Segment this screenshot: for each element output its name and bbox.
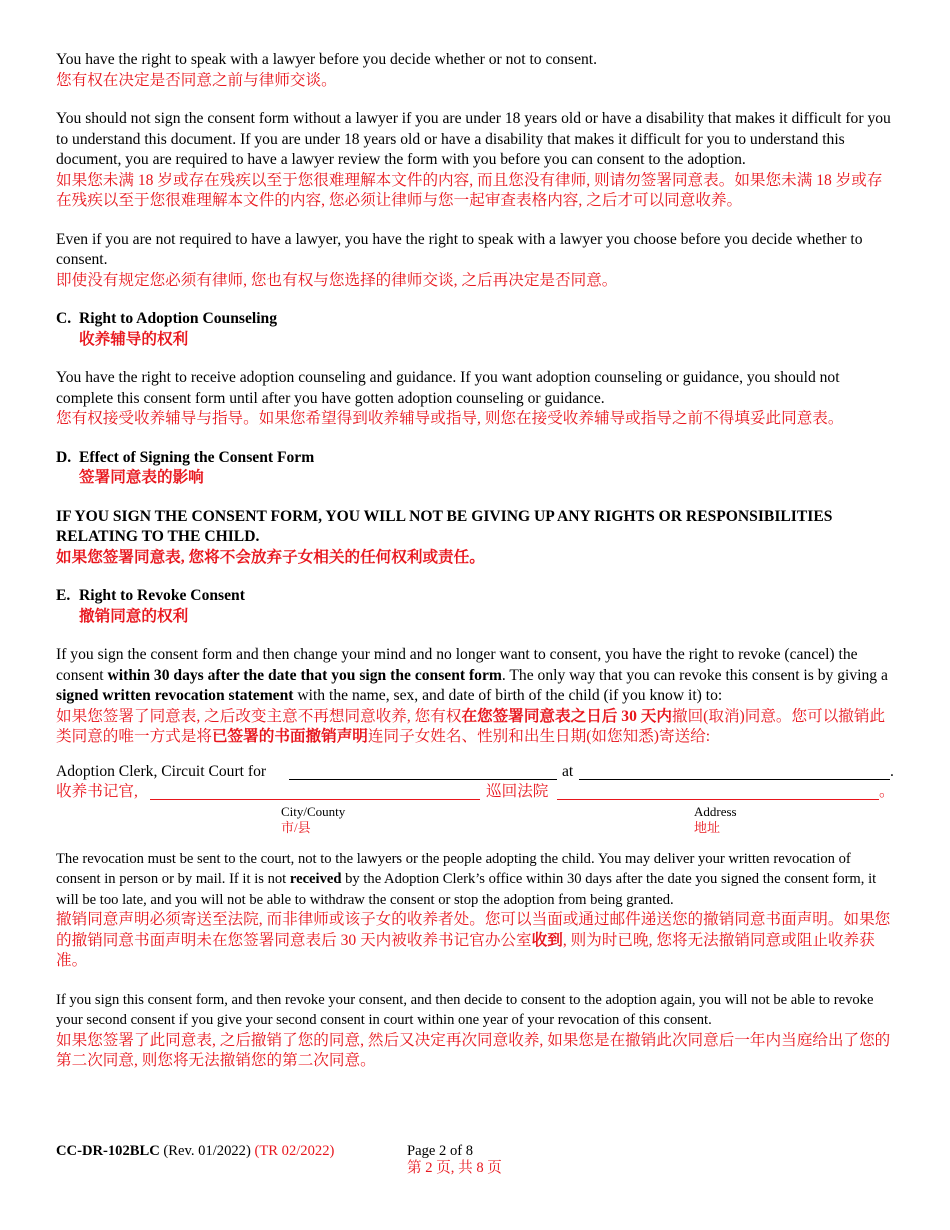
city-county-caption-zh: 市/县 xyxy=(281,819,311,835)
counseling-text-zh: 您有权接受收养辅导与指导。如果您希望得到收养辅导或指导, 则您在接受收养辅导或指导之前不得填妥此同意表。 xyxy=(56,410,844,427)
address-field[interactable] xyxy=(579,779,890,780)
revoke-text-zh: 如果您签署了同意表, 之后改变主意不再想同意收养, 您有权在您签署同意表之日后 30 天内撤回(取消)同意。您可以撤销此类同意的唯一方式是将已签署的书面撤销声明连同子女姓名、性别和出生日期(如您知悉)寄送给: xyxy=(56,707,886,745)
delivery-text: The revocation must be sent to the court, not to the lawyers or the people adopting the child. You may deliver your written revocation of consent in person or by mail. If it is not received by the Adoption Clerk’s office within 30 days after the date you signed the consent form, it will be too late, and you will not be able to withdraw the consent or stop the adoption from being granted. xyxy=(56,850,877,908)
period-zh: 。 xyxy=(879,783,895,800)
city-county-field[interactable] xyxy=(289,779,557,780)
section-e-heading-zh: 撤销同意的权利 xyxy=(79,607,189,625)
choose-lawyer-text-zh: 即使没有规定您必须有律师, 您也有权与您选择的律师交谈, 之后再决定是否同意。 xyxy=(56,271,618,289)
delivery-text-zh: 撤销同意声明必须寄送至法院, 而非律师或该子女的收养者处。您可以当面或通过邮件递送您的撤销同意书面声明。如果您的撤销同意书面声明未在您签署同意表后 30 天内被收养书记官办公室收到, 则为时已晚, 您将无法撤销同意或阻止收养获准。 xyxy=(56,911,891,969)
under-18-text-zh: 如果您未满 18 岁或存在残疾以至于您很难理解本文件的内容, 而且您没有律师, 则请勿签署同意表。如果您未满 18 岁或存在残疾以至于您很难理解本文件的内容, 您必须让律师与您一起审查表格内容, 之后才可以同意收养。 xyxy=(56,171,883,209)
choose-lawyer-text: Even if you are not required to have a lawyer, you have the right to speak with a lawyer you choose before you decide whether to consent. xyxy=(56,230,863,268)
lawyer-right-text: You have the right to speak with a lawyer before you decide whether or not to consent. xyxy=(56,51,598,68)
revoke-text: If you sign the consent form and then change your mind and no longer want to consent, you have the right to revoke (cancel) the consent within 30 days after the date that you sign the consent form. The only way that you can revoke this consent is by giving a signed written revocation statement with the name, sex, and date of birth of the child (if you know it) to: xyxy=(56,646,888,704)
section-c-heading-zh: 收养辅导的权利 xyxy=(79,330,189,348)
second-consent-text-zh: 如果您签署了此同意表, 之后撤销了您的同意, 然后又决定再次同意收养, 如果您是在撤销此次同意后一年内当庭给出了您的第二次同意, 则您将无法撤销您的第二次同意。 xyxy=(56,1031,891,1069)
section-e-heading: E. Right to Revoke Consent xyxy=(56,587,245,604)
section-d-heading: D. Effect of Signing the Consent Form xyxy=(56,448,315,466)
field-captions xyxy=(56,803,896,839)
counseling-text: You have the right to receive adoption counseling and guidance. If you want adoption counseling or guidance, you should not complete this consent form until after you have gotten adoption counseling or guidance. xyxy=(56,369,840,407)
address-caption: Address xyxy=(694,803,737,819)
clerk-label: Adoption Clerk, Circuit Court for xyxy=(56,762,267,780)
rights-notice: IF YOU SIGN THE CONSENT FORM, YOU WILL NOT BE GIVING UP ANY RIGHTS OR RESPONSIBILITIES RELATING TO THE CHILD. xyxy=(56,507,833,545)
rights-notice-zh: 如果您签署同意表, 您将不会放弃子女相关的任何权利或责任。 xyxy=(56,548,485,566)
clerk-address-row xyxy=(56,762,896,783)
under-18-text: You should not sign the consent form without a lawyer if you are under 18 years old or have a disability that makes it difficult for you to understand this document. If you are under 18 years old or have a disability that makes it difficult for you to understand this document, you are required to have a lawyer review the form with you before you can consent to the adoption. xyxy=(56,110,891,168)
section-d-heading-zh: 签署同意表的影响 xyxy=(79,469,204,486)
clerk-label-zh: 收养书记官, xyxy=(56,783,138,800)
lawyer-right-text-zh: 您有权在决定是否同意之前与律师交谈。 xyxy=(56,71,337,89)
city-county-caption: City/County xyxy=(281,803,346,819)
second-consent-text: If you sign this consent form, and then revoke your consent, and then decide to consent to the adoption again, you will not be able to revoke your second consent if you give your second consent in court within one year of your revocation of this consent. xyxy=(56,991,874,1028)
period: . xyxy=(890,762,894,780)
section-c-heading: C. Right to Adoption Counseling xyxy=(56,310,278,327)
address-caption-zh: 地址 xyxy=(694,819,721,835)
document-page xyxy=(56,50,896,1072)
page-number-zh: 第 2 页, 共 8 页 xyxy=(407,1160,502,1176)
form-code: CC-DR-102BLC (Rev. 01/2022) (TR 02/2022) xyxy=(56,1143,335,1159)
page-number: Page 2 of 8 xyxy=(407,1143,474,1159)
clerk-address-row-zh xyxy=(56,782,896,803)
circuit-court-label-zh: 巡回法院 xyxy=(486,783,549,800)
city-county-field-zh[interactable] xyxy=(150,799,480,800)
at-label: at xyxy=(562,762,574,780)
address-field-zh[interactable] xyxy=(557,799,879,800)
